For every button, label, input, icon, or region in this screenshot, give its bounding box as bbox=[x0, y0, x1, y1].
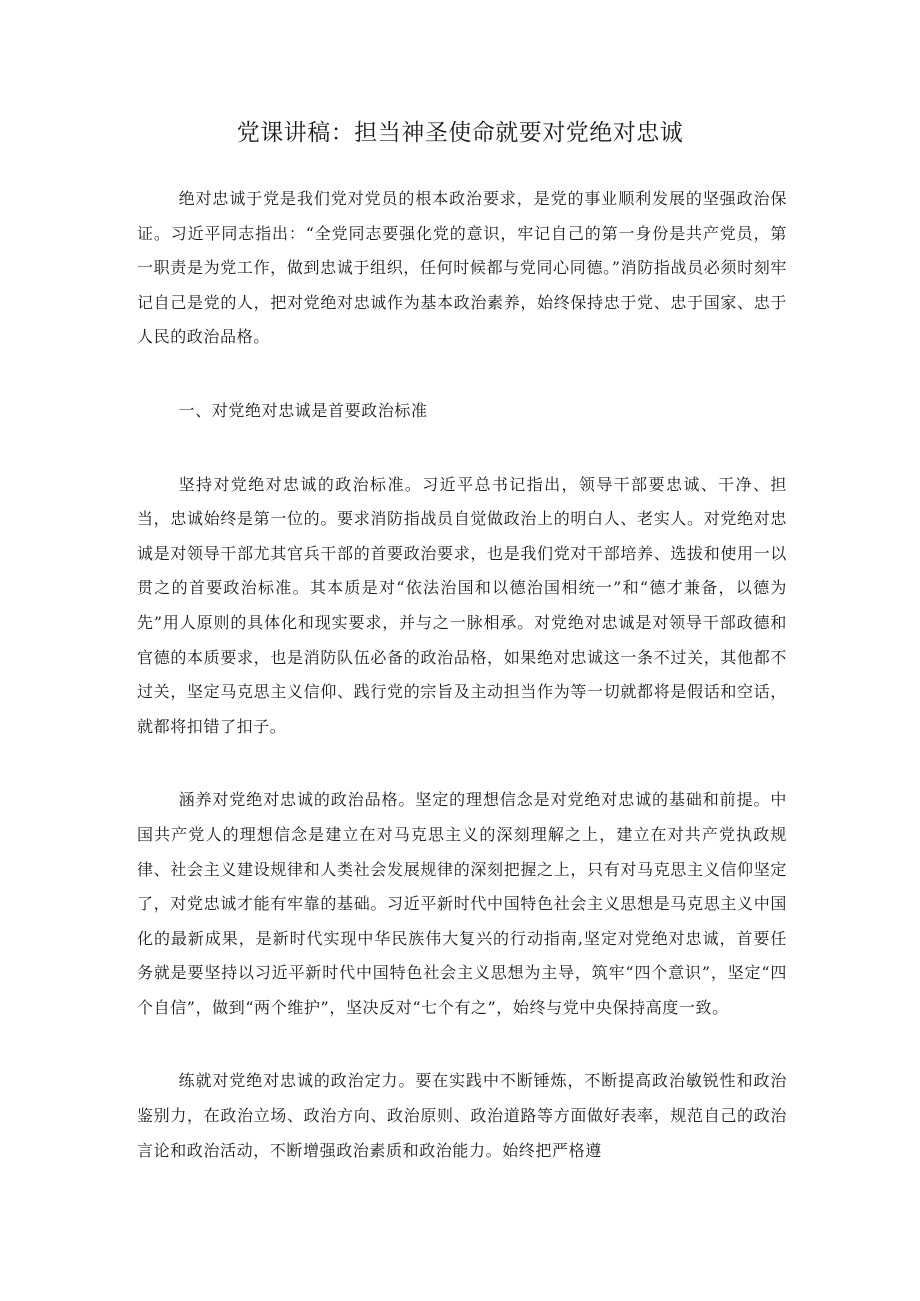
section-heading: 一、对党绝对忠诚是首要政治标准 bbox=[178, 400, 428, 420]
body-paragraph-3: 练就对党绝对忠诚的政治定力。要在实践中不断锤炼，不断提高政治敏锐性和政治鉴别力，在政治立场、政治方向、政治原则、政治道路等方面做好表率，规范自己的政治言论和政治活动，不断增强政治素质和政治能力。始终把严格遵 bbox=[137, 1071, 787, 1160]
paragraph-gap bbox=[137, 744, 787, 783]
body-paragraph-1: 坚持对党绝对忠诚的政治标准。习近平总书记指出，领导干部要忠诚、干净、担当，忠诚始终是第一位的。要求消防指战员自觉做政治上的明白人、老实人。对党绝对忠诚是对领导干部尤其官兵干部的首要政治要求，也是我们党对干部培养、选拔和使用一以贯之的首要政治标准。其本质是对“依法治国和以德治国相统一”和“德才兼备，以德为先”用人原则的具体化和现实要求，并与之一脉相承。对党绝对忠诚是对领导干部政德和官德的本质要求，也是消防队伍必备的政治品格，如果绝对忠诚这一条不过关，其他都不过关，坚定马克思主义信仰、践行党的宗旨及主动担当作为等一切就都将是假话和空话，就都将扣错了扣子。 bbox=[137, 474, 787, 736]
paragraph-gap bbox=[137, 1025, 787, 1064]
intro-paragraph: 绝对忠诚于党是我们党对党员的根本政治要求，是党的事业顺利发展的坚强政治保证。习近平同志指出：“全党同志要强化党的意识，牢记自己的第一身份是共产党员，第一职责是为党工作，做到忠诚于组织，任何时候都与党同心同德。”消防指战员必须时刻牢记自己是党的人，把对党绝对忠诚作为基本政治素养，始终保持忠于党、忠于国家、忠于人民的政治品格。 bbox=[137, 189, 787, 347]
document-body bbox=[137, 182, 787, 1168]
paragraph-gap bbox=[137, 355, 787, 394]
page-title: 党课讲稿：担当神圣使命就要对党绝对忠诚 bbox=[236, 120, 684, 146]
paragraph-gap bbox=[137, 429, 787, 468]
body-paragraph-2: 涵养对党绝对忠诚的政治品格。坚定的理想信念是对党绝对忠诚的基础和前提。中国共产党人的理想信念是建立在对马克思主义的深刻理解之上，建立在对共产党执政规律、社会主义建设规律和人类社会发展规律的深刻把握之上，只有对马克思主义信仰坚定了，对党忠诚才能有牢靠的基础。习近平新时代中国特色社会主义思想是马克思主义中国化的最新成果，是新时代实现中华民族伟大复兴的行动指南,坚定对党绝对忠诚，首要任务就是要坚持以习近平新时代中国特色社会主义思想为主导，筑牢“四个意识”，坚定“四个自信”，做到“两个维护”，坚决反对“七个有之”，始终与党中央保持高度一致。 bbox=[137, 790, 787, 1017]
